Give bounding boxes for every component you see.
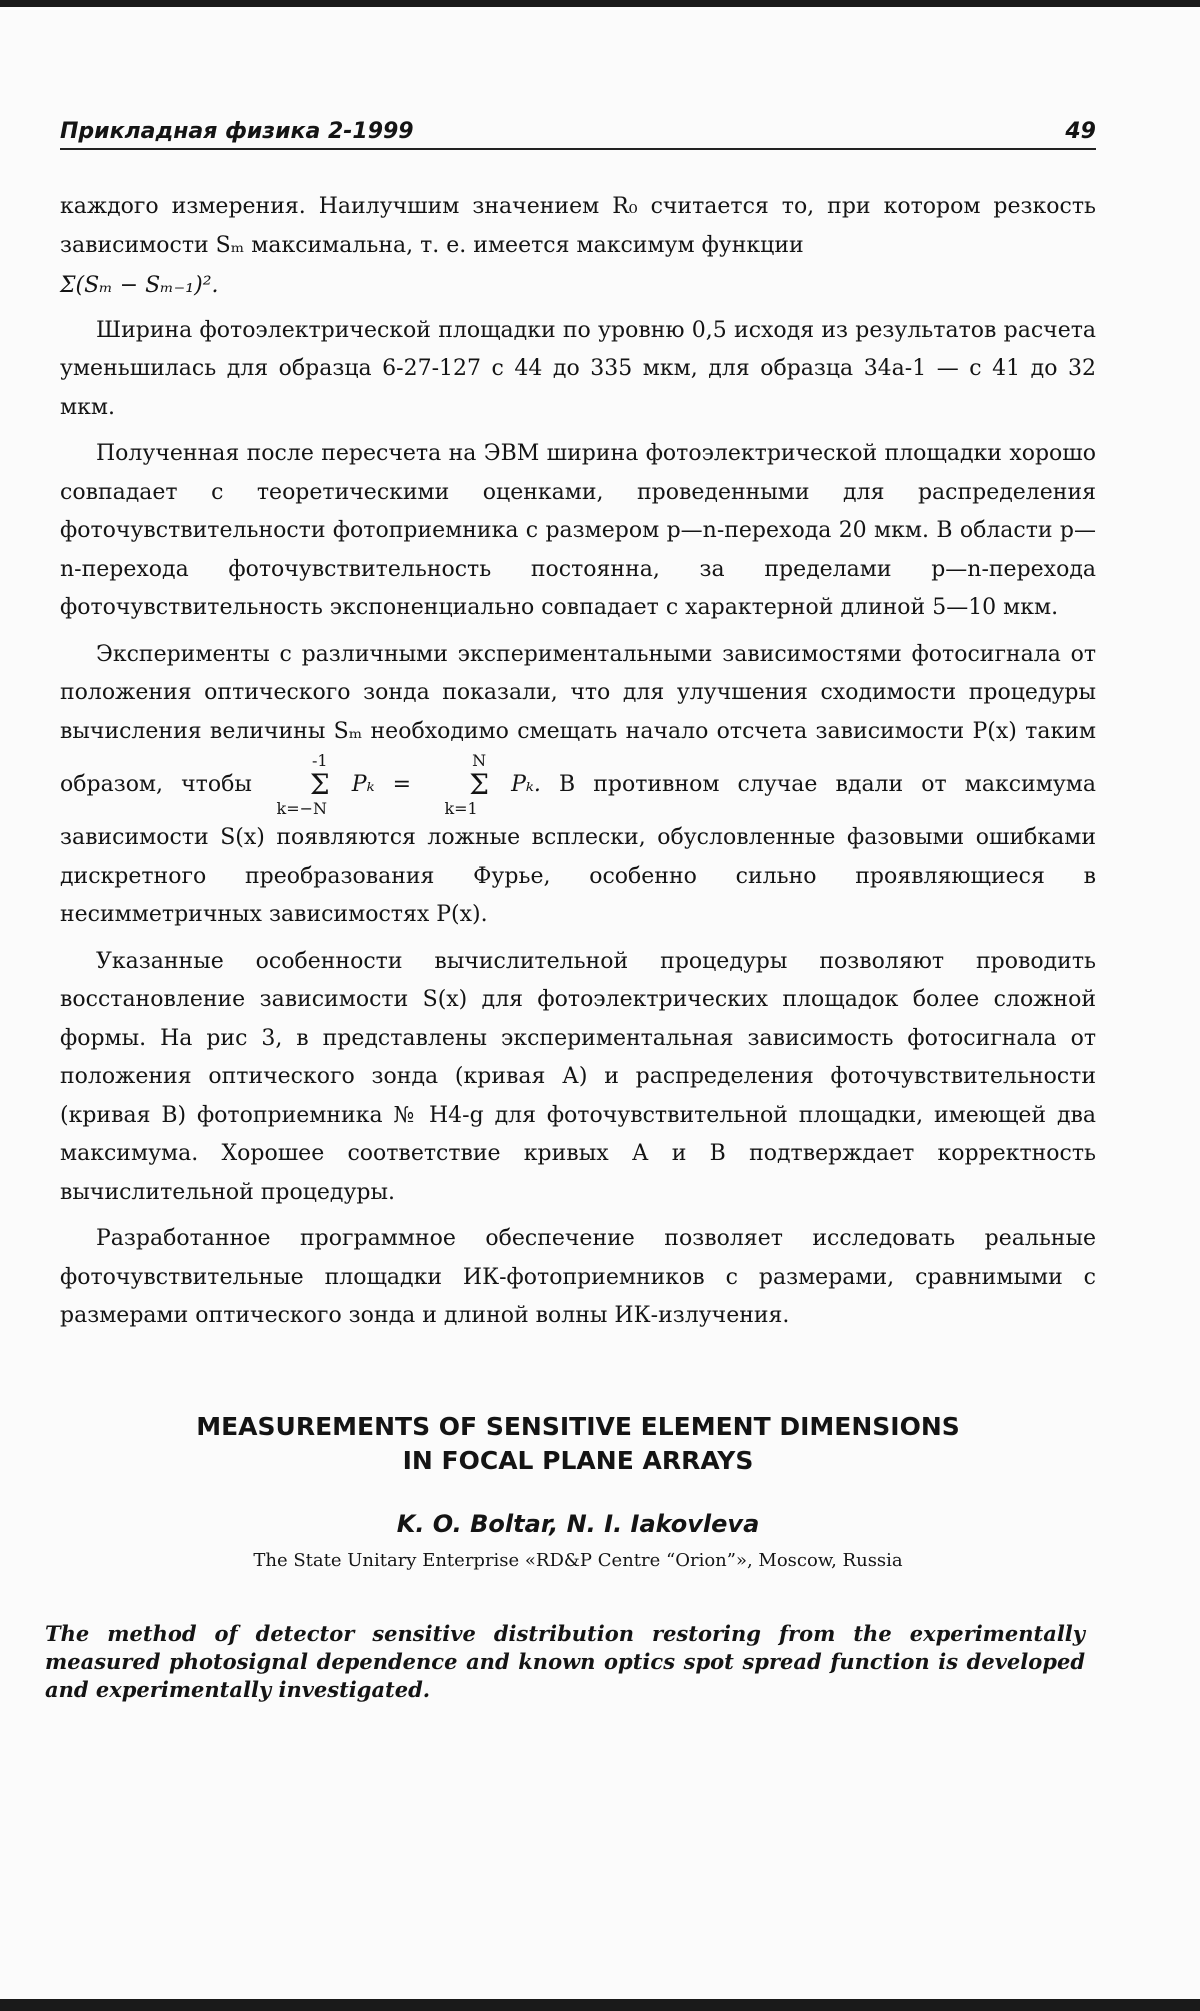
sum2-lower-limit: k=1 — [444, 799, 478, 818]
paragraph-1: каждого измерения. Наилучшим значением R₀ считается то, при котором резкость зависимости Sₘ максимальна, т. е. имеется максимум функции — [60, 194, 1096, 258]
sum-positive-range — [433, 751, 489, 819]
formula-sum-sharpness: Σ(Sₘ − Sₘ₋₁)². — [60, 273, 219, 298]
sum-negative-range — [274, 751, 330, 819]
sum1-upper-limit: -1 — [312, 751, 328, 770]
paragraph-3: Полученная после пересчета на ЭВМ ширина фотоэлектрической площадки хорошо совпадает с теоретическими оценками, проведенными для распределения фоточувствительности фотоприемника с размером p—n-перехода 20 мкм. В области p—n-перехода фоточувствительность постоянна, за пределами p—n-перехода фоточувствительность экспоненциально совпадает с характерной длиной 5—10 мкм. — [60, 441, 1096, 620]
sum2-sigma: Σ — [469, 768, 489, 801]
scan-top-edge — [0, 0, 1200, 7]
sum1-lower-limit: k=−N — [276, 799, 328, 818]
english-title-line-1: MEASUREMENTS OF SENSITIVE ELEMENT DIMENSIONS — [196, 1412, 960, 1441]
english-title — [60, 1410, 1096, 1478]
russian-body-text — [60, 188, 1096, 1336]
running-header — [60, 114, 1096, 150]
paragraph-4 — [60, 636, 1096, 935]
english-affiliation: The State Unitary Enterprise «RD&P Centre “Orion”», Moscow, Russia — [253, 1550, 903, 1571]
paragraph-5: Указанные особенности вычислительной процедуры позволяют проводить восстановление зависимости S(x) для фотоэлектрических площадок более сложной формы. На рис 3, в представлены экспериментальная зависимость фотосигнала от положения оптического зонда (кривая А) и распределения фоточувствительности (кривая В) фотоприемника № H4-g для фоточувствительной площадки, имеющей два максимума. Хорошее соответствие кривых А и В подтверждает корректность вычислительной процедуры. — [60, 948, 1096, 1205]
paragraph-6: Разработанное программное обеспечение позволяет исследовать реальные фоточувствительные площадки ИК-фотоприемников с размерами, сравнимыми с размерами оптического зонда и длиной волны ИК-излучения. — [60, 1226, 1096, 1328]
sum1-term: Pₖ = — [351, 772, 412, 797]
english-authors: K. O. Boltar, N. I. Iakovleva — [396, 1510, 760, 1538]
english-abstract: The method of detector sensitive distribution restoring from the experimentally measured photosignal dependence and known optics spot spread function is developed and experimentally investigated. — [45, 1621, 1085, 1702]
scan-bottom-edge — [0, 1999, 1200, 2011]
journal-title: Прикладная физика 2-1999 — [60, 119, 414, 144]
page-number: 49 — [1065, 119, 1096, 144]
paragraph-4-end: В противном случае вдали от максимума зависимости S(x) появляются ложные всплески, обусловленные фазовыми ошибками дискретного преобразования Фурье, особенно сильно проявляющиеся в несимметричных зависимостях P(x). — [60, 772, 1097, 927]
paragraph-2: Ширина фотоэлектрической площадки по уровню 0,5 исходя из результатов расчета уменьшилась для образца 6-27-127 с 44 до 335 мкм, для образца 34а-1 — с 41 до 32 мкм. — [60, 317, 1096, 420]
sum2-term: Pₖ. — [511, 772, 541, 797]
english-title-line-2: IN FOCAL PLANE ARRAYS — [402, 1446, 754, 1475]
sum2-upper-limit: N — [472, 751, 487, 770]
paragraph-4-start: Эксперименты с различными экспериментальными зависимостями фотосигнала от положения оптического зонда показали, что для улучшения сходимости процедуры вычисления величины Sₘ необходимо смещать начало отсчета зависимости P(x) таким образом, чтобы — [60, 641, 1096, 797]
sum1-sigma: Σ — [309, 768, 330, 801]
